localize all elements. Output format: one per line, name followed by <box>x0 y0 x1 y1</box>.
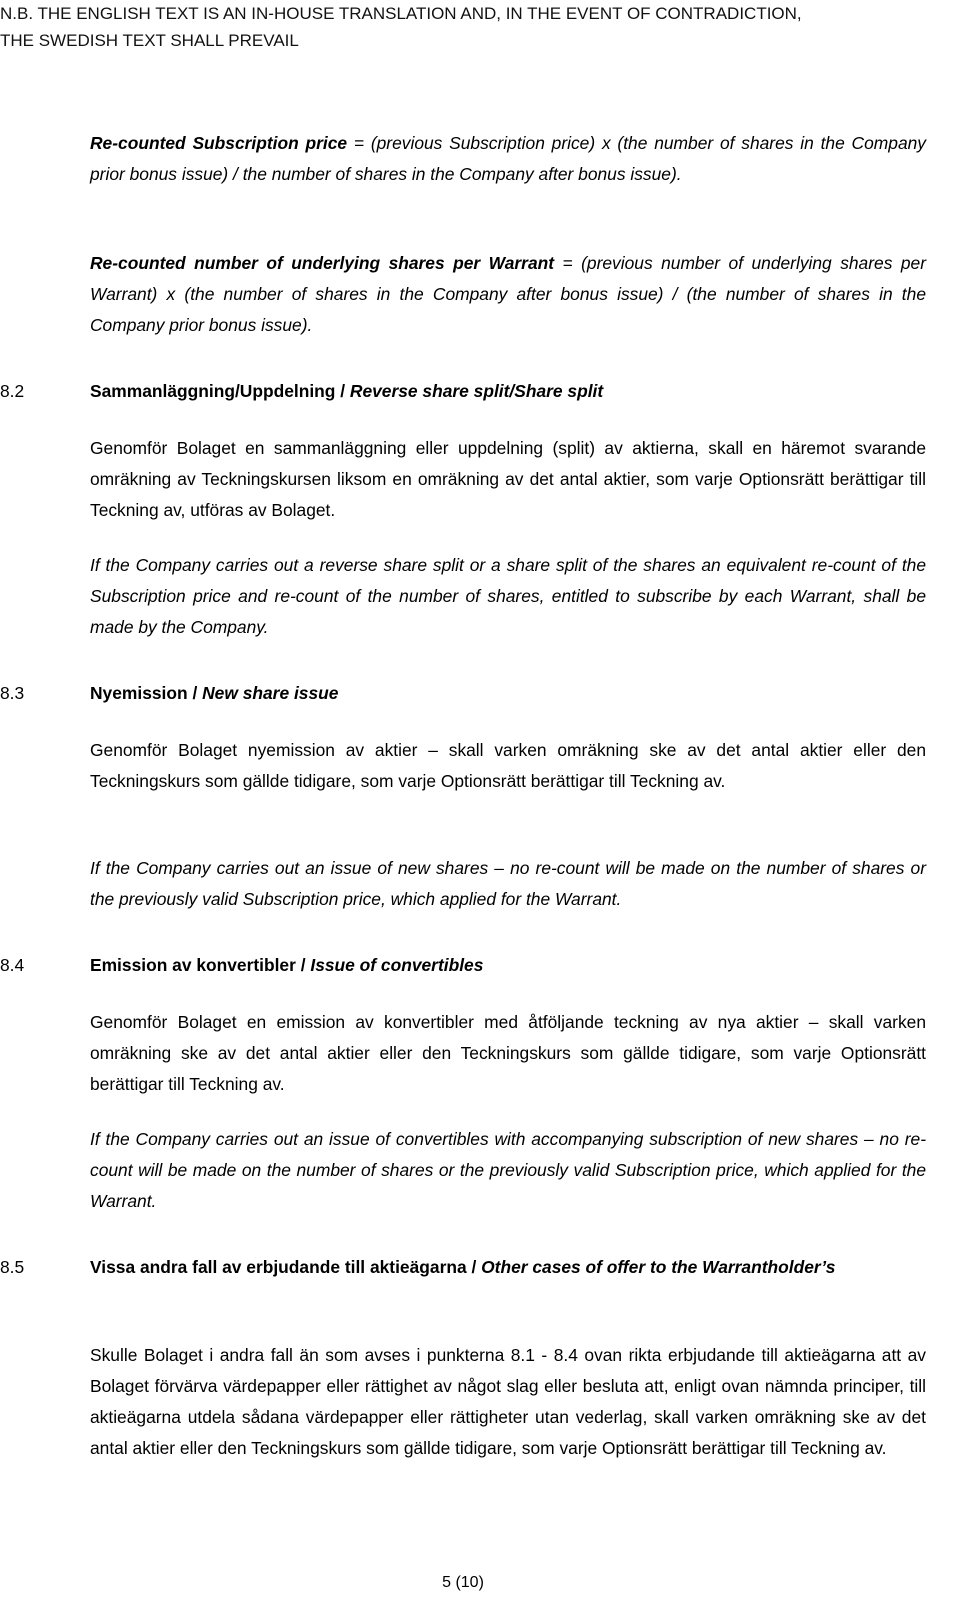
translation-notice <box>0 0 952 54</box>
formula-text: = (previous number of underlying shares per Warrant) x (the number of shares in the Company after bonus issue) / (the number of shares in the Company prior bonus issue). <box>90 253 926 335</box>
section-text-swedish: Genomför Bolaget en emission av konvertibler med åtföljande teckning av nya aktier – skall varken omräkning ske av det antal aktier eller den Teckningskurs som gällde tidigare, som varje Optionsrätt berättigar till Teckning av. <box>90 1012 926 1094</box>
section-text-swedish: Skulle Bolaget i andra fall än som avses i punkterna 8.1 - 8.4 ovan rikta erbjudande till aktieägarna att av Bolaget förvärva värdepapper eller rättighet av något slag eller besluta att, enligt ovan nämnda principer, till aktieägarna utdela sådana värdepapper eller rättigheter utan vederlag, skall varken omräkning ske av det antal aktier eller den Teckningskurs som gällde tidigare, som varje Optionsrätt berättigar till Teckning av. <box>90 1345 926 1458</box>
heading-separator: / <box>187 683 203 703</box>
heading-separator: / <box>295 955 311 975</box>
heading-swedish: Sammanläggning/Uppdelning <box>90 381 336 401</box>
notice-line-1: N.B. THE ENGLISH TEXT IS AN IN-HOUSE TRANSLATION AND, IN THE EVENT OF CONTRADICTION, <box>0 4 802 23</box>
heading-english: Reverse share split/Share split <box>349 381 604 401</box>
section-number: 8.5 <box>0 1257 25 1277</box>
section-number: 8.4 <box>0 955 25 975</box>
notice-line-2: THE SWEDISH TEXT SHALL PREVAIL <box>0 31 299 50</box>
section-text-swedish: Genomför Bolaget nyemission av aktier – skall varken omräkning ske av det antal aktier eller den Teckningskurs som gällde tidigare, som varje Optionsrätt berättigar till Teckning av. <box>90 740 926 791</box>
section-text-swedish: Genomför Bolaget en sammanläggning eller uppdelning (split) av aktierna, skall en häremot svarande omräkning av Teckningskursen liksom en omräkning av det antal aktier, som varje Optionsrätt berättigar till Teckning av, utföras av Bolaget. <box>90 438 926 520</box>
heading-swedish: Vissa andra fall av erbjudande till aktieägarna <box>90 1257 467 1277</box>
heading-english: Other cases of offer to the Warrantholder’s <box>481 1257 836 1277</box>
section-text-english: If the Company carries out an issue of new shares – no re-count will be made on the number of shares or the previously valid Subscription price, which applied for the Warrant. <box>90 858 926 909</box>
formula-term: Re-counted number of underlying shares per Warrant <box>90 253 555 273</box>
section-number: 8.3 <box>0 683 25 703</box>
heading-swedish: Emission av konvertibler <box>90 955 296 975</box>
section-heading <box>90 376 930 407</box>
formula-term: Re-counted Subscription price <box>90 133 348 153</box>
section-text-english: If the Company carries out a reverse share split or a share split of the shares an equivalent re-count of the Subscription price and re-count of the number of shares, entitled to subscribe by each Warrant, shall be made by the Company. <box>90 555 926 637</box>
recount-price-formula <box>90 128 926 190</box>
heading-swedish: Nyemission <box>90 683 188 703</box>
heading-separator: / <box>466 1257 482 1277</box>
heading-english: Issue of convertibles <box>310 955 484 975</box>
section-text-english: If the Company carries out an issue of convertibles with accompanying subscription of new shares – no re-count will be made on the number of shares or the previously valid Subscription price, which applied for the Warrant. <box>90 1129 926 1211</box>
section-heading <box>90 950 930 981</box>
recount-shares-formula <box>90 248 926 341</box>
heading-english: New share issue <box>202 683 339 703</box>
page-number: 5 (10) <box>442 1574 484 1591</box>
section-number: 8.2 <box>0 381 25 401</box>
formula-text: = (previous Subscription price) x (the number of shares in the Company prior bonus issue) / the number of shares in the Company after bonus issue). <box>90 133 926 184</box>
section-heading <box>90 1252 850 1283</box>
heading-separator: / <box>335 381 350 401</box>
section-heading <box>90 678 930 709</box>
